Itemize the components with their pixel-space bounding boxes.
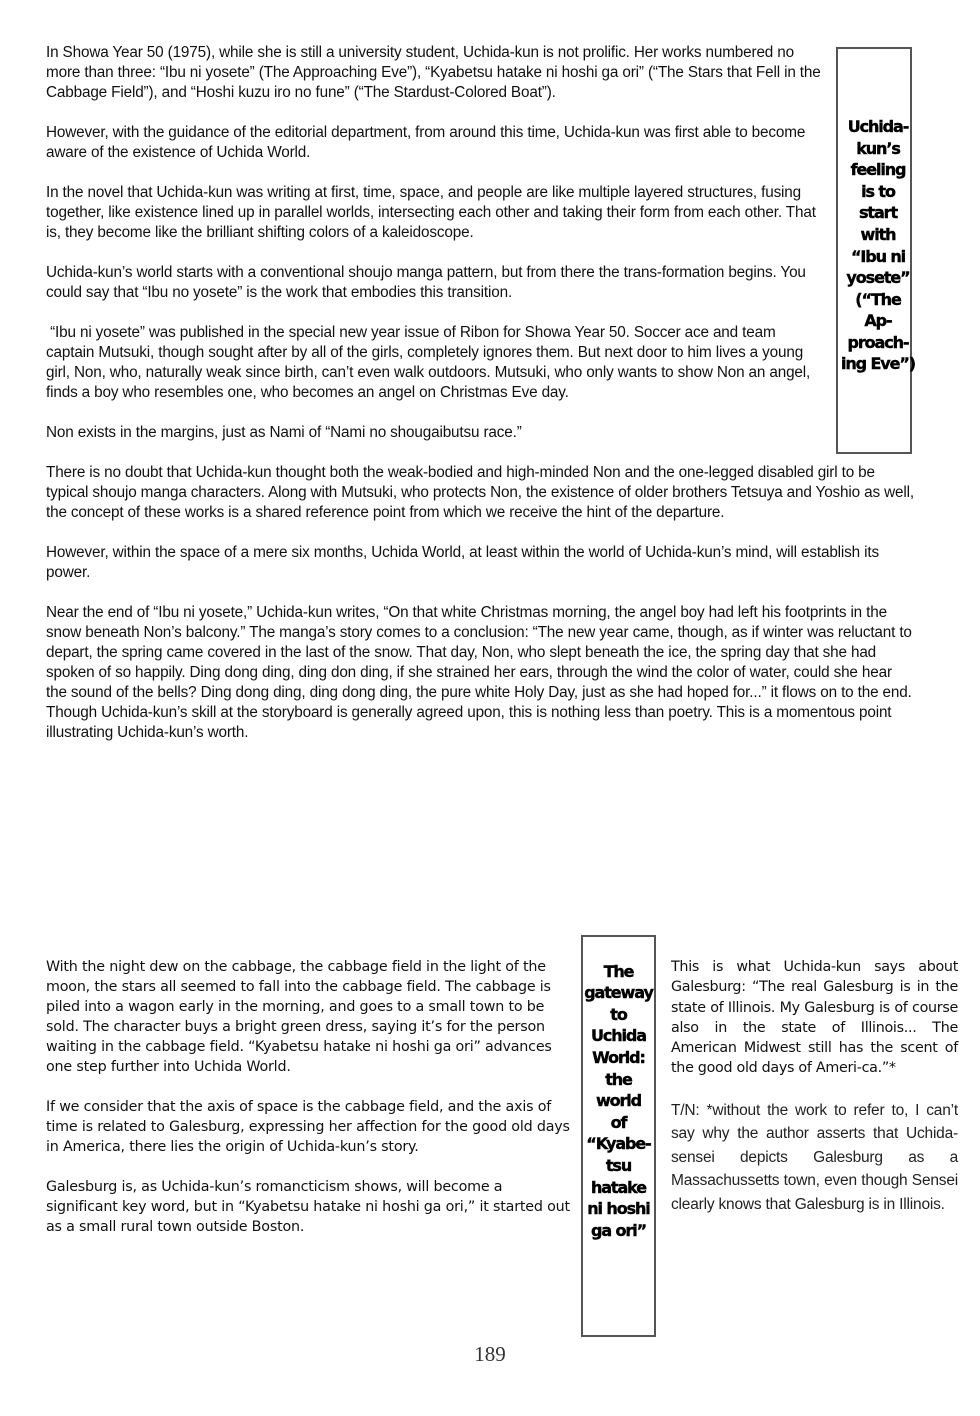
paragraph-kaleidoscope: In the novel that Uchida-kun was writing at first, time, space, and people are like multiple layered structures, fusing together, like existence lined up in parallel worlds, intersecting each other and taking their form from each other. That is, they become like the brilliant shifting colors of a kaleidoscope. — [46, 184, 816, 241]
paragraph-typical-characters: There is no doubt that Uchida-kun thought both the weak-bodied and high-minded Non and the one-legged disabled girl to be typical shoujo manga characters. Along with Mutsuki, who protects Non, the existence of older brothers Tetsuya and Yoshio as well, the concept of these works is a shared reference point from which we receive the hint of the departure. — [46, 464, 914, 521]
translator-note: T/N: *without the work to refer to, I can’t say why the author asserts that Uchida-sensei depicts Galesburg as a Massachussetts town, even though Sensei clearly knows that Galesburg is in Illinois. — [671, 1101, 958, 1213]
sidebox-caption: Uchida- kun’s feeling is to start with “Ibu ni yosete” (“The Ap- proach- ing Eve”) — [840, 116, 916, 374]
paragraph-works-list: In Showa Year 50 (1975), while she is still a university student, Uchida-kun is not prolific. Her works numbered no more than three: “Ibu ni yosete” (The Approaching Eve”), “Kyabetsu hatake ni hoshi ga ori” (“The Stars that Fell in the Cabbage Field”), and “Hoshi kuzu iro no fune” (“The Stardust-Colored Boat”). — [46, 44, 821, 101]
galesburg-sidebar — [671, 957, 958, 1236]
bottom-article-body — [46, 957, 574, 1257]
paragraph-non-margins: Non exists in the margins, just as Nami of “Nami no shougaibutsu race.” — [46, 424, 522, 441]
paragraph-axis-of-space: If we consider that the axis of space is the cabbage field, and the axis of time is related to Galesburg, expressing her affection for the good old days in America, there lies the origin of Uchida-kun’s story. — [46, 1099, 570, 1155]
page-number: 189 — [474, 1342, 506, 1366]
sidebox-gateway — [581, 935, 656, 1337]
paragraph-cabbage-field: With the night dew on the cabbage, the cabbage field in the light of the moon, the stars all seemed to fall into the cabbage field. The cabbage is piled into a wagon early in the morning, and goes to a small town to be sold. The character buys a bright green dress, saying it’s for the person waiting in the cabbage field. “Kyabetsu hatake ni hoshi ga ori” advances one step further into Uchida World. — [46, 959, 552, 1075]
galesburg-quote: This is what Uchida-kun says about Galesburg: “The real Galesburg is in the state of Illinois. My Galesburg is of course also in the state of Illinois... The American Midwest still has the scent of the good old days of Ameri-ca.”* — [671, 959, 958, 1077]
paragraph-six-months: However, within the space of a mere six months, Uchida World, at least within the world of Uchida-kun’s mind, will establish its power. — [46, 544, 879, 581]
paragraph-galesburg-keyword: Galesburg is, as Uchida-kun’s romancticism shows, will become a significant key word, but in “Kyabetsu hatake ni hoshi ga ori,” it started out as a small rural town outside Boston. — [46, 1179, 570, 1235]
paragraph-poetry-quote: Near the end of “Ibu ni yosete,” Uchida-kun writes, “On that white Christmas morning, the angel boy had left his footprints in the snow beneath Non’s balcony.” The manga’s story comes to a conclusion: “The new year came, though, as if winter was reluctant to depart, the spring came covered in the last of the snow. That day, Non, who slept beneath the ice, the spring day that she had spoken of so happily. Ding dong ding, ding don ding, if she strained her ears, through the wind the color of water, could she hear the sound of the bells? Ding dong ding, ding dong ding, the pure white Holy Day, just as she had hoped for...” it flows on to the end. Though Uchida-kun’s skill at the storyboard is generally agreed upon, this is nothing less than poetry. This is a momentous point illustrating Uchida-kun’s worth. — [46, 604, 912, 741]
sidebox-ibu-ni-yosete — [836, 47, 916, 454]
paragraph-editorial-guidance: However, with the guidance of the editorial department, from around this time, Uchida-kun was first able to become aware of the existence of Uchida World. — [46, 124, 806, 161]
sidebox-caption: The gateway to Uchida World: the world of “Kyabe- tsu hatake ni hoshi ga ori” — [584, 961, 653, 1240]
paragraph-ibu-ni-yosete-summary: “Ibu ni yosete” was published in the special new year issue of Ribon for Showa Year 50. Soccer ace and team captain Mutsuki, though sought after by all of the girls, completely ignores them. But next door to him lives a young girl, Non, who, naturally weak since birth, can’t even walk outdoors. Mutsuki, who only wants to show Non an angel, finds a boy who resembles one, who becomes an angel on Christmas Eve day. — [46, 324, 811, 401]
paragraph-transformation: Uchida-kun’s world starts with a conventional shoujo manga pattern, but from there the trans-formation begins. You could say that “Ibu no yosete” is the work that embodies this transition. — [46, 264, 806, 301]
